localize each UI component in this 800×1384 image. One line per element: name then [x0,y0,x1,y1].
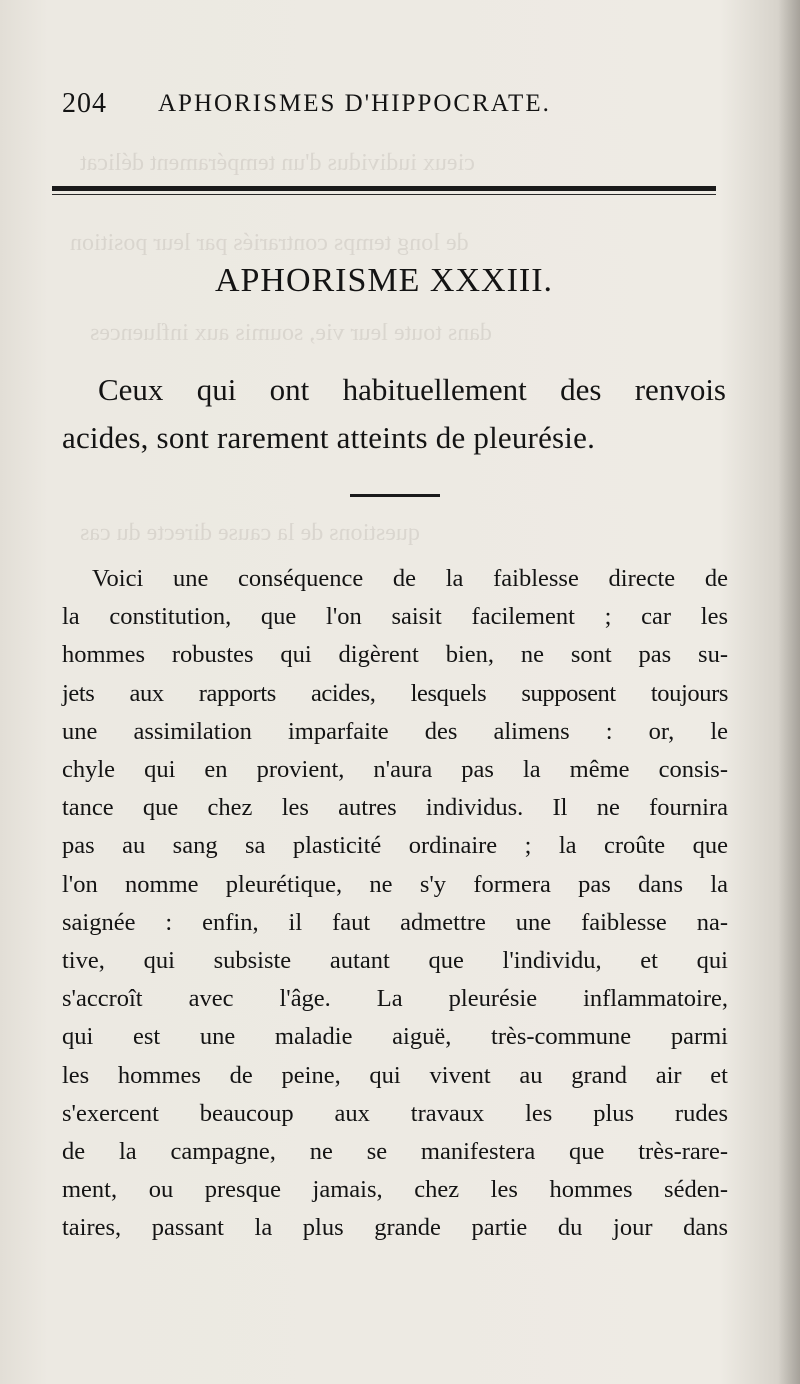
show-through-text: cieux iudividus d'un tempérament délicat [80,150,475,176]
running-title: APHORISMES D'HIPPOCRATE. [158,90,551,117]
commentary-line: ment, ou presque jamais, chez les hommes séden- [62,1176,728,1204]
show-through-text: dans toute leur vie, soumis aux influences [90,320,492,346]
commentary-line: les hommes de peine, qui vivent au grand air et [62,1061,728,1089]
commentary-line: taires, passant la plus grande partie du jour dans [62,1214,728,1242]
commentary-line: de la campagne, ne se manifestera que très-rare- [62,1138,728,1166]
commentary-line: hommes robustes qui digèrent bien, ne sont pas su- [62,641,728,669]
page-edge-shadow [778,0,800,1384]
show-through-text: questions de la cause directe du cas [80,520,420,546]
page-header [62,88,662,128]
commentary-line: tance que chez les autres individus. Il ne fournira [62,794,728,822]
section-divider [350,494,440,497]
commentary-line: tive, qui subsiste autant que l'individu, et qui [62,947,728,975]
header-rule [52,186,716,191]
aphorism-line: Ceux qui ont habituellement des renvois [98,372,726,407]
commentary-line: jets aux rapports acides, lesquels supposent toujours [62,679,728,707]
commentary-line: l'on nomme pleurétique, ne s'y formera pas dans la [62,870,728,898]
commentary-line: Voici une conséquence de la faiblesse directe de [92,565,728,592]
commentary-line: s'accroît avec l'âge. La pleurésie inflammatoire, [62,985,728,1013]
header-rule-thin [52,194,716,195]
show-through-text: de long temps contrariés par leur position [70,230,469,256]
commentary-line: s'exercent beaucoup aux travaux les plus rudes [62,1099,728,1127]
commentary-text [62,560,728,1248]
aphorism-title: APHORISME XXXIII. [214,262,554,299]
commentary-line: une assimilation imparfaite des alimens : or, le [62,717,728,745]
commentary-line: saignée : enfin, il faut admettre une faiblesse na- [62,908,728,936]
aphorism-text [62,366,726,462]
commentary-line: qui est une maladie aiguë, très-commune parmi [62,1023,728,1051]
commentary-line: la constitution, que l'on saisit facilement ; car les [62,603,728,631]
commentary-line: pas au sang sa plasticité ordinaire ; la croûte que [62,832,728,860]
page-number: 204 [62,88,107,119]
commentary-line: chyle qui en provient, n'aura pas la même consis- [62,756,728,784]
aphorism-line: acides, sont rarement atteints de pleurésie. [62,420,596,455]
